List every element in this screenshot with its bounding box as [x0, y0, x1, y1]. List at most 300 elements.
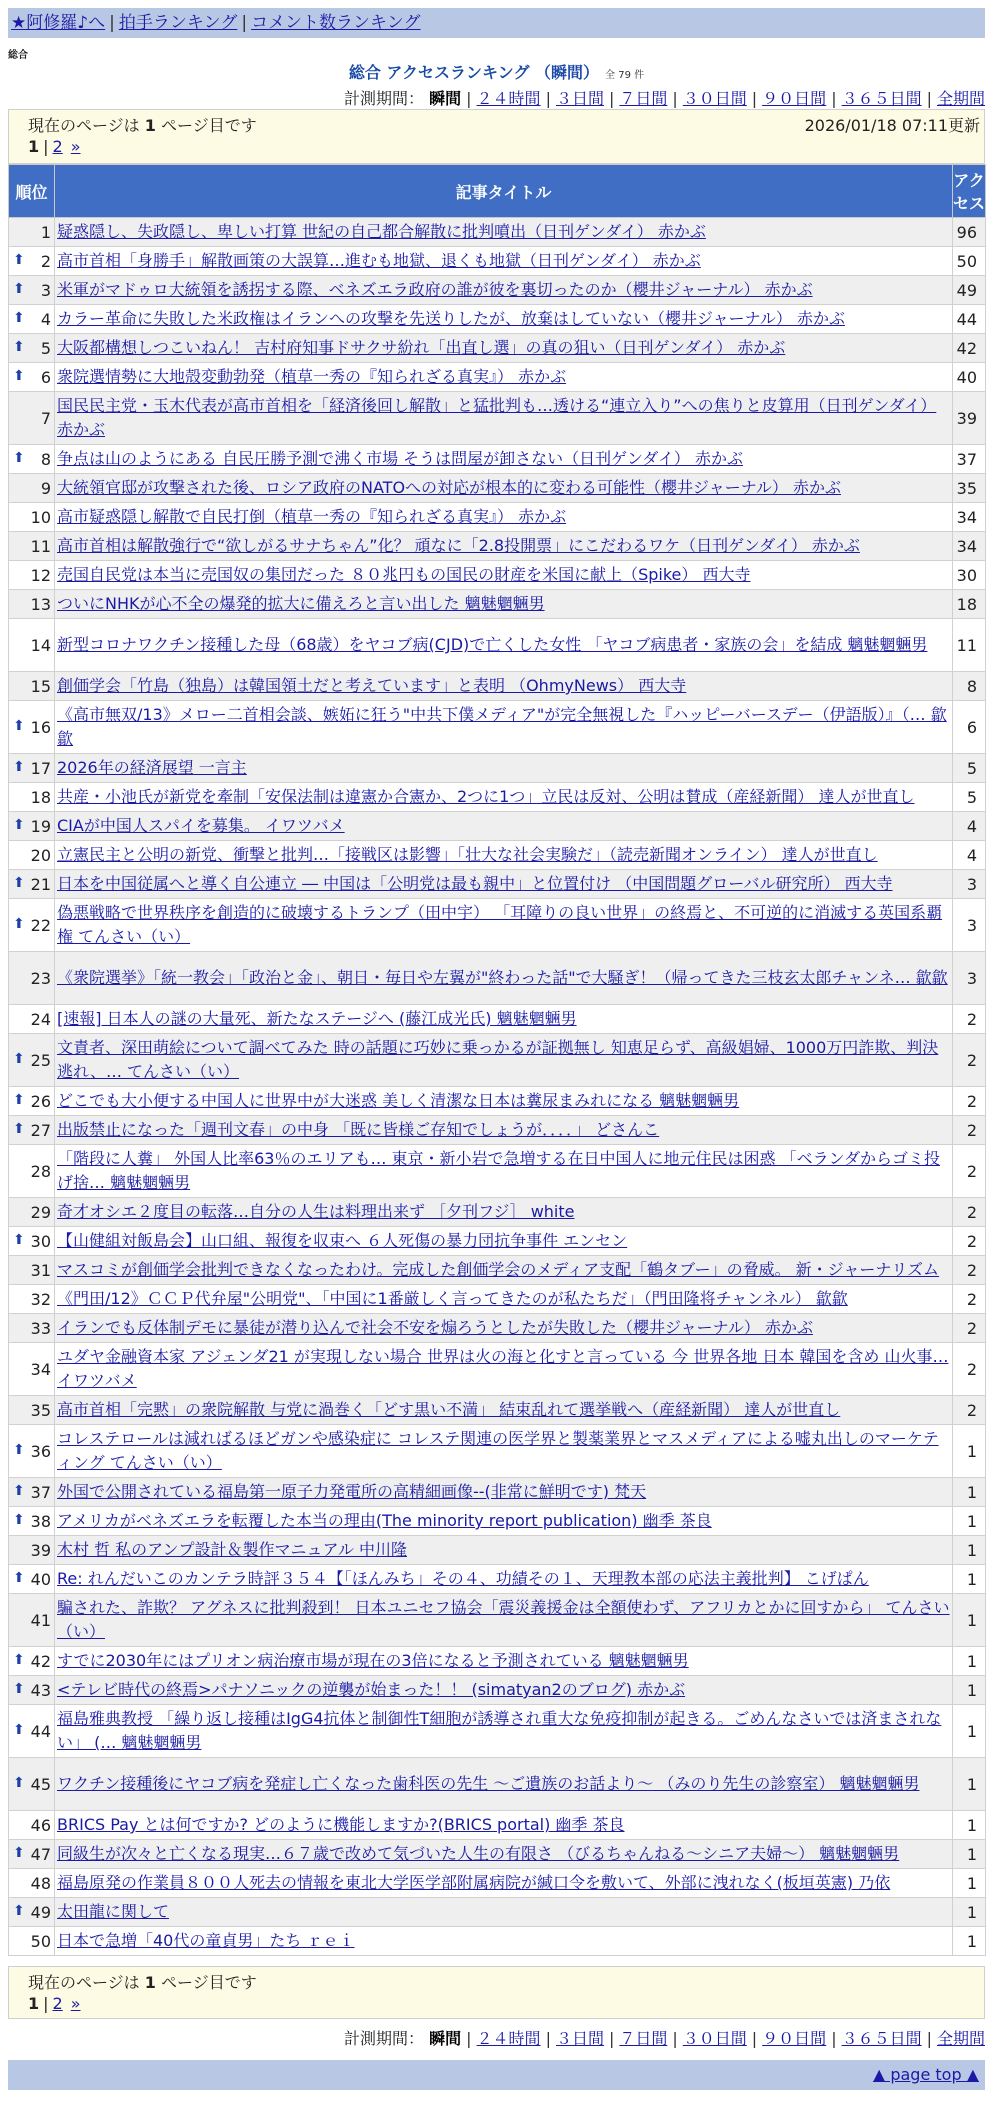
- article-link[interactable]: 木村 哲 私のアンプ設計＆製作マニュアル 中川隆: [57, 1540, 407, 1559]
- table-row: [9, 1898, 986, 1927]
- table-row: [9, 1536, 986, 1565]
- rank-up-arrow-icon: ⬆: [13, 280, 25, 297]
- rank-cell: [9, 1145, 55, 1198]
- access-count: 49: [953, 276, 986, 305]
- table-row: [9, 899, 986, 952]
- table-row: [9, 503, 986, 532]
- title-cell: [55, 218, 953, 247]
- rank-up-arrow-icon: ⬆: [13, 1050, 25, 1067]
- period-link-90d[interactable]: ９０日間: [762, 2029, 827, 2048]
- title-cell: [55, 1005, 953, 1034]
- rank-number: 24: [30, 1009, 51, 1029]
- title-cell: [55, 672, 953, 701]
- table-row: [9, 247, 986, 276]
- rank-up-arrow-icon: ⬆: [13, 1569, 25, 1586]
- rank-up-arrow-icon: ⬆: [13, 309, 25, 326]
- title-cell: [55, 783, 953, 812]
- rank-cell: [9, 1116, 55, 1145]
- title-cell: [55, 812, 953, 841]
- ranking-body: [9, 218, 986, 1956]
- rank-number: 33: [30, 1318, 51, 1338]
- table-row: [9, 1869, 986, 1898]
- article-link[interactable]: 《衆院選挙》「統一教会」「政治と金」、朝日・毎日や左翼が"終わった話"で大騒ぎ！（帰ってきた三枝玄太郎チャンネ… 歙歙: [57, 968, 948, 987]
- period-link-30d[interactable]: ３０日間: [682, 2029, 747, 2048]
- rank-number: 8: [40, 449, 51, 469]
- title-cell: [55, 1811, 953, 1840]
- rank-number: 1: [40, 222, 51, 242]
- access-count: 2: [953, 1314, 986, 1343]
- rank-up-arrow-icon: ⬆: [13, 1091, 25, 1108]
- rank-number: 5: [40, 338, 51, 358]
- rank-number: 32: [30, 1289, 51, 1309]
- access-count: 4: [953, 812, 986, 841]
- period-link-24h[interactable]: ２４時間: [476, 89, 541, 108]
- access-count: 30: [953, 561, 986, 590]
- article-link[interactable]: 高市疑惑隠し解散で自民打倒（植草一秀の『知られざる真実』） 赤かぶ: [57, 507, 567, 526]
- pager-next[interactable]: »: [70, 137, 81, 156]
- period-link-3d[interactable]: ３日間: [555, 89, 604, 108]
- title-cell: [55, 899, 953, 952]
- title-cell: [55, 701, 953, 754]
- title-cell: [55, 754, 953, 783]
- article-link[interactable]: 新型コロナワクチン接種した母（68歳）をヤコブ病(CJD)で亡くした女性 「ヤコブ病患者・家族の会」を結成 魑魅魍魎男: [57, 635, 928, 654]
- rank-number: 29: [30, 1202, 51, 1222]
- ranking-table: [8, 164, 986, 1956]
- access-count: 2: [953, 1285, 986, 1314]
- rank-cell: [9, 1227, 55, 1256]
- article-link[interactable]: 同級生が次々と亡くなる現実…６７歳で改めて気づいた人生の有限さ （びるちゃんねる～シニア夫婦～） 魑魅魍魎男: [57, 1844, 900, 1863]
- title-cell: [55, 1705, 953, 1758]
- pager-current: 1: [28, 137, 40, 156]
- access-count: 11: [953, 619, 986, 672]
- table-row: [9, 218, 986, 247]
- rank-up-arrow-icon: ⬆: [13, 1120, 25, 1137]
- period-link-7d[interactable]: ７日間: [619, 89, 668, 108]
- table-row: [9, 392, 986, 445]
- article-link[interactable]: Re: れんだいこのカンテラ時評３５４【「ほんみち」その４、功績その１、天理教本部の応法主義批判】 こげぱん: [57, 1569, 869, 1588]
- page-info: 現在のページは 1 ページ目です: [28, 116, 257, 135]
- access-count: 2: [953, 1116, 986, 1145]
- nav-separator: |: [241, 13, 248, 33]
- period-link-90d[interactable]: ９０日間: [762, 89, 827, 108]
- title-cell: [55, 1898, 953, 1927]
- rank-number: 18: [30, 787, 51, 807]
- rank-cell: [9, 1705, 55, 1758]
- title-cell: [55, 1145, 953, 1198]
- rank-number: 44: [30, 1721, 51, 1741]
- article-link[interactable]: 高市首相「身勝手」解散画策の大誤算…進むも地獄、退くも地獄（日刊ゲンダイ） 赤かぶ: [57, 251, 701, 270]
- rank-cell: [9, 1005, 55, 1034]
- table-row: [9, 783, 986, 812]
- article-link[interactable]: 太田龍に関して: [57, 1902, 170, 1921]
- rank-cell: [9, 363, 55, 392]
- table-row: [9, 1087, 986, 1116]
- article-link[interactable]: 《門田/12》ＣＣＰ代弁屋"公明党"、「中国に1番厳しく言ってきたのが私たちだ」（門田隆将チャンネル） 歙歙: [57, 1289, 848, 1308]
- access-count: 3: [953, 899, 986, 952]
- table-row: [9, 363, 986, 392]
- rank-cell: [9, 870, 55, 899]
- table-row: [9, 1396, 986, 1425]
- rank-number: 41: [30, 1610, 51, 1630]
- article-link[interactable]: 立憲民主と公明の新党、衝撃と批判…「接戦区は影響」「壮大な社会実験だ」（読売新聞オンライン） 達人が世直し: [57, 845, 878, 864]
- rank-cell: [9, 1425, 55, 1478]
- home-link[interactable]: ★阿修羅♪へ: [11, 13, 106, 33]
- period-current: 瞬間: [429, 89, 462, 108]
- period-link-all[interactable]: 全期間: [936, 2029, 985, 2048]
- article-link[interactable]: 【山健組対飯島会】山口組、報復を収束へ ６人死傷の暴力団抗争事件 エンセン: [57, 1231, 628, 1250]
- table-row: [9, 1594, 986, 1647]
- title-cell: [55, 503, 953, 532]
- title-cell: [55, 561, 953, 590]
- rank-cell: [9, 1285, 55, 1314]
- article-link[interactable]: カラー革命に失敗した米政権はイランへの攻撃を先送りしたが、放棄はしていない（櫻井ジャーナル） 赤かぶ: [57, 309, 845, 328]
- table-row: [9, 1227, 986, 1256]
- rank-cell: [9, 1478, 55, 1507]
- comment-ranking-link[interactable]: コメント数ランキング: [251, 13, 421, 33]
- nav-separator: |: [109, 13, 115, 33]
- header-title: 記事タイトル: [55, 165, 953, 218]
- table-row: [9, 1758, 986, 1811]
- article-link[interactable]: イランでも反体制デモに暴徒が潜り込んで社会不安を煽ろうとしたが失敗した（櫻井ジャーナル） 赤かぶ: [57, 1318, 813, 1337]
- rank-number: 26: [30, 1091, 51, 1111]
- rank-cell: [9, 392, 55, 445]
- title-cell: [55, 334, 953, 363]
- article-link[interactable]: 共産・小池氏が新党を牽制「安保法制は違憲か合憲か、2つに1つ」立民は反対、公明は賛成（産経新聞） 達人が世直し: [57, 787, 915, 806]
- article-link[interactable]: 日本を中国従属へと導く自公連立 ― 中国は「公明党は最も親中」と位置付け （中国問題グローバル研究所） 西大寺: [57, 874, 893, 893]
- rank-number: 22: [30, 915, 51, 935]
- article-link[interactable]: ワクチン接種後にヤコブ病を発症し亡くなった歯科医の先生 ～ご遺族のお話より～ （みのり先生の診察室） 魑魅魍魎男: [57, 1774, 920, 1793]
- article-link[interactable]: 国民民主党・玉木代表が高市首相を「経済後回し解散」と猛批判も…透ける“連立入り”への焦りと皮算用（日刊ゲンダイ） 赤かぶ: [57, 396, 937, 439]
- article-link[interactable]: <テレビ時代の終焉>パナソニックの逆襲が始まった！！ (simatyan2のブログ) 赤かぶ: [57, 1680, 686, 1699]
- rank-number: 43: [30, 1680, 51, 1700]
- access-count: 40: [953, 363, 986, 392]
- page-title: 総合 アクセスランキング （瞬間）: [348, 63, 600, 82]
- rank-cell: [9, 1536, 55, 1565]
- access-count: 2: [953, 1227, 986, 1256]
- access-count: 2: [953, 1034, 986, 1087]
- table-row: [9, 1005, 986, 1034]
- article-link[interactable]: 「階段に人糞」 外国人比率63％のエリアも… 東京・新小岩で急増する在日中国人に地元住民は困惑 「ベランダからゴミ投げ捨… 魑魅魍魎男: [57, 1149, 940, 1192]
- rank-cell: [9, 276, 55, 305]
- rank-number: 37: [30, 1482, 51, 1502]
- top-nav-bar: [8, 8, 985, 38]
- table-row: [9, 619, 986, 672]
- page-info-bottom: 現在のページは 1 ページ目です: [28, 1973, 257, 1992]
- rank-number: 45: [30, 1774, 51, 1794]
- table-row: [9, 474, 986, 503]
- rank-number: 13: [30, 594, 51, 614]
- table-row: [9, 1256, 986, 1285]
- rank-cell: [9, 247, 55, 276]
- access-count: 1: [953, 1565, 986, 1594]
- table-row: [9, 1811, 986, 1840]
- rank-up-arrow-icon: ⬆: [13, 338, 25, 355]
- article-link[interactable]: 高市首相は解散強行で“欲しがるサナちゃん”化？ 頑なに「2.8投開票」にこだわるワケ（日刊ゲンダイ） 赤かぶ: [57, 536, 860, 555]
- rank-number: 47: [30, 1844, 51, 1864]
- title-cell: [55, 1840, 953, 1869]
- access-count: 34: [953, 532, 986, 561]
- access-count: 1: [953, 1705, 986, 1758]
- title-cell: [55, 247, 953, 276]
- rank-cell: [9, 1087, 55, 1116]
- period-link-365d[interactable]: ３６５日間: [841, 89, 922, 108]
- article-link[interactable]: 衆院選情勢に大地殻変動勃発（植草一秀の『知られざる真実』） 赤かぶ: [57, 367, 567, 386]
- rank-cell: [9, 1811, 55, 1840]
- access-count: 5: [953, 754, 986, 783]
- table-row: [9, 754, 986, 783]
- article-link[interactable]: ユダヤ金融資本家 アジェンダ21 が実現しない場合 世界は火の海と化すと言っている 今 世界各地 日本 韓国を含め 山火事… イワツバメ: [57, 1347, 949, 1390]
- rank-up-arrow-icon: ⬆: [13, 717, 25, 734]
- access-count: 1: [953, 1869, 986, 1898]
- article-link[interactable]: 福島原発の作業員８００人死去の情報を東北大学医学部附属病院が緘口令を敷いて、外部に洩れなく(板垣英憲) 乃依: [57, 1873, 891, 1892]
- rank-cell: [9, 532, 55, 561]
- article-link[interactable]: 高市首相「完黙」の衆院解散 与党に渦巻く「どす黒い不満」 結束乱れて選挙戦へ（産経新聞） 達人が世直し: [57, 1400, 841, 1419]
- rank-number: 23: [30, 968, 51, 988]
- title-cell: [55, 1758, 953, 1811]
- page-info-panel-top: [8, 109, 985, 164]
- table-row: [9, 1927, 986, 1956]
- rank-up-arrow-icon: ⬆: [13, 1482, 25, 1499]
- rank-cell: [9, 1507, 55, 1536]
- access-count: 39: [953, 392, 986, 445]
- access-count: 1: [953, 1758, 986, 1811]
- article-link[interactable]: マスコミが創価学会批判できなくなったわけ。完成した創価学会のメディア支配「鶴タブー」の脅威。 新・ジャーナリズム: [57, 1260, 940, 1279]
- rank-cell: [9, 841, 55, 870]
- rank-number: 50: [30, 1931, 51, 1951]
- title-cell: [55, 1227, 953, 1256]
- article-link[interactable]: 大阪都構想しつこいねん！ 吉村府知事ドサクサ紛れ「出直し選」の真の狙い（日刊ゲンダイ） 赤かぶ: [57, 338, 786, 357]
- rank-cell: [9, 1898, 55, 1927]
- rank-up-arrow-icon: ⬆: [13, 1231, 25, 1248]
- access-count: 2: [953, 1087, 986, 1116]
- article-link[interactable]: 創価学会「竹島（独島）は韓国領土だと考えています」と表明 （OhmyNews） 西大寺: [57, 676, 687, 695]
- period-selector-top: 計測期間： 瞬間 | ２４時間 | ３日間 | ７日間 | ３０日間 | ９０日間 | ３６５日間 | 全期間: [344, 89, 985, 108]
- page-top-link[interactable]: ▲ page top ▲: [872, 2065, 979, 2084]
- title-cell: [55, 1594, 953, 1647]
- rank-number: 3: [40, 280, 51, 300]
- access-count: 1: [953, 1676, 986, 1705]
- table-row: [9, 1676, 986, 1705]
- rank-number: 31: [30, 1260, 51, 1280]
- rank-cell: [9, 474, 55, 503]
- rank-up-arrow-icon: ⬆: [13, 1511, 25, 1528]
- article-link[interactable]: CIAが中国人スパイを募集。 イワツバメ: [57, 816, 345, 835]
- pager-page-2[interactable]: 2: [52, 137, 63, 156]
- header-access: アクセス: [953, 165, 986, 218]
- title-cell: [55, 1087, 953, 1116]
- title-cell: [55, 1425, 953, 1478]
- article-link[interactable]: 大統領官邸が攻撃された後、ロシア政府のNATOへの対応が根本的に変わる可能性（櫻井ジャーナル） 赤かぶ: [57, 478, 842, 497]
- rank-cell: [9, 334, 55, 363]
- article-link[interactable]: 騙された、詐欺？ アグネスに批判殺到！ 日本ユニセフ協会「震災義援金は全額使わず、アフリカとかに回すから」 てんさい（い）: [57, 1598, 950, 1641]
- rank-number: 11: [30, 536, 51, 556]
- title-cell: [55, 590, 953, 619]
- title-cell: [55, 1314, 953, 1343]
- table-row: [9, 1034, 986, 1087]
- access-count: 2: [953, 1005, 986, 1034]
- rank-number: 30: [30, 1231, 51, 1251]
- rank-up-arrow-icon: ⬆: [13, 449, 25, 466]
- rank-cell: [9, 783, 55, 812]
- access-count: 2: [953, 1343, 986, 1396]
- table-row: [9, 1343, 986, 1396]
- title-cell: [55, 474, 953, 503]
- title-cell: [55, 841, 953, 870]
- period-link-30d[interactable]: ３０日間: [682, 89, 747, 108]
- title-cell: [55, 619, 953, 672]
- access-count: 44: [953, 305, 986, 334]
- rank-up-arrow-icon: ⬆: [13, 1680, 25, 1697]
- updated-timestamp: 2026/01/18 07:11更新: [804, 116, 980, 135]
- access-count: 1: [953, 1425, 986, 1478]
- rank-up-arrow-icon: ⬆: [13, 874, 25, 891]
- pager-page-2[interactable]: 2: [52, 1994, 63, 2013]
- access-count: 2: [953, 1145, 986, 1198]
- article-link[interactable]: 偽悪戦略で世界秩序を創造的に破壊するトランプ（田中宇） 「耳障りの良い世界」の終焉と、不可逆的に消滅する英国系覇権 てんさい（い）: [57, 903, 943, 946]
- table-row: [9, 590, 986, 619]
- rank-number: 7: [40, 408, 51, 428]
- rank-number: 34: [30, 1359, 51, 1379]
- article-link[interactable]: アメリカがベネズエラを転覆した本当の理由(The minority report publication) 幽季 茶良: [57, 1511, 712, 1530]
- article-link[interactable]: どこでも大小便する中国人に世界中が大迷惑 美しく清潔な日本は糞尿まみれになる 魑魅魍魎男: [57, 1091, 740, 1110]
- rank-up-arrow-icon: ⬆: [13, 367, 25, 384]
- article-link[interactable]: 日本で急増「40代の童貞男」たち ｒｅｉ: [57, 1931, 355, 1950]
- title-cell: [55, 1507, 953, 1536]
- article-link[interactable]: 疑惑隠し、失政隠し、卑しい打算 世紀の自己都合解散に批判噴出（日刊ゲンダイ） 赤かぶ: [57, 222, 706, 241]
- title-cell: [55, 1647, 953, 1676]
- rank-number: 19: [30, 816, 51, 836]
- rank-cell: [9, 754, 55, 783]
- rank-number: 28: [30, 1161, 51, 1181]
- table-row: [9, 1314, 986, 1343]
- rank-number: 20: [30, 845, 51, 865]
- access-count: 1: [953, 1478, 986, 1507]
- rank-number: 4: [40, 309, 51, 329]
- table-row: [9, 1145, 986, 1198]
- rank-up-arrow-icon: ⬆: [13, 1721, 25, 1738]
- rank-number: 40: [30, 1569, 51, 1589]
- rank-up-arrow-icon: ⬆: [13, 816, 25, 833]
- table-row: [9, 1425, 986, 1478]
- table-row: [9, 1116, 986, 1145]
- rank-number: 9: [40, 478, 51, 498]
- pager-next[interactable]: »: [70, 1994, 81, 2013]
- rank-up-arrow-icon: ⬆: [13, 1902, 25, 1919]
- access-count: 1: [953, 1507, 986, 1536]
- article-link[interactable]: 文責者、深田萌絵について調べてみた 時の話題に巧妙に乗っかるが証拠無し 知恵足らず、高級娼婦、1000万円詐欺、判決逃れ、… てんさい（い）: [57, 1038, 939, 1081]
- access-count: 42: [953, 334, 986, 363]
- rank-up-arrow-icon: ⬆: [13, 1774, 25, 1791]
- article-link[interactable]: 福島雅典教授 「繰り返し接種はIgG4抗体と制御性T細胞が誘導され重大な免疫抑制が起きる。ごめんなさいでは済まされない」 (… 魑魅魍魎男: [57, 1709, 942, 1752]
- article-link[interactable]: 奇才オシエ２度目の転落…自分の人生は料理出来ず ［夕刊フジ］ white: [57, 1202, 575, 1221]
- rank-cell: [9, 305, 55, 334]
- rank-cell: [9, 1343, 55, 1396]
- title-cell: [55, 1869, 953, 1898]
- period-link-all[interactable]: 全期間: [936, 89, 985, 108]
- period-selector-bottom: 計測期間： 瞬間 | ２４時間 | ３日間 | ７日間 | ３０日間 | ９０日間 | ３６５日間 | 全期間: [344, 2029, 985, 2048]
- period-label: 計測期間：: [344, 2029, 425, 2048]
- access-count: 8: [953, 672, 986, 701]
- article-link[interactable]: 《高市無双/13》メロー二首相会談、嫉妬に狂う"中共下僕メディア"が完全無視した『ハッピーバースデー（伊語版）』（… 歙歙: [57, 705, 947, 748]
- access-count: 2: [953, 1198, 986, 1227]
- access-count: 1: [953, 1594, 986, 1647]
- access-count: 34: [953, 503, 986, 532]
- page-info-panel-bottom: [8, 1966, 985, 2019]
- rank-cell: [9, 619, 55, 672]
- rank-cell: [9, 1927, 55, 1956]
- pager-bottom: 1 | 2 »: [28, 1994, 81, 2013]
- title-cell: [55, 1343, 953, 1396]
- rank-cell: [9, 1198, 55, 1227]
- article-link[interactable]: 出版禁止になった「週刊文春」の中身 「既に皆様ご存知でしょうが．．．．」 どさんこ: [57, 1120, 660, 1139]
- title-cell: [55, 532, 953, 561]
- rank-number: 27: [30, 1120, 51, 1140]
- table-row: [9, 305, 986, 334]
- article-link[interactable]: 2026年の経済展望 一言主: [57, 758, 247, 777]
- article-link[interactable]: 争点は山のようにある 自民圧勝予測で沸く市場 そうは問屋が卸さない（日刊ゲンダイ） 赤かぶ: [57, 449, 743, 468]
- title-cell: [55, 305, 953, 334]
- clap-ranking-link[interactable]: 拍手ランキング: [118, 13, 238, 33]
- article-link[interactable]: BRICS Pay とは何ですか? どのように機能しますか?(BRICS portal) 幽季 茶良: [57, 1815, 625, 1834]
- rank-number: 36: [30, 1441, 51, 1461]
- rank-cell: [9, 952, 55, 1005]
- article-link[interactable]: 米軍がマドゥロ大統領を誘拐する際、ベネズエラ政府の誰が彼を裏切ったのか（櫻井ジャーナル） 赤かぶ: [57, 280, 813, 299]
- period-current: 瞬間: [429, 2029, 462, 2048]
- rank-up-arrow-icon: ⬆: [13, 1844, 25, 1861]
- title-cell: [55, 363, 953, 392]
- rank-cell: [9, 1647, 55, 1676]
- access-count: 1: [953, 1927, 986, 1956]
- table-row: [9, 334, 986, 363]
- title-cell: [55, 1034, 953, 1087]
- rank-number: 12: [30, 565, 51, 585]
- table-row: [9, 1565, 986, 1594]
- rank-up-arrow-icon: ⬆: [13, 1441, 25, 1458]
- rank-cell: [9, 1034, 55, 1087]
- period-link-7d[interactable]: ７日間: [619, 2029, 668, 2048]
- rank-up-arrow-icon: ⬆: [13, 758, 25, 775]
- rank-number: 25: [30, 1050, 51, 1070]
- rank-cell: [9, 1758, 55, 1811]
- table-row: [9, 1705, 986, 1758]
- period-link-3d[interactable]: ３日間: [555, 2029, 604, 2048]
- period-link-365d[interactable]: ３６５日間: [841, 2029, 922, 2048]
- table-row: [9, 561, 986, 590]
- table-row: [9, 276, 986, 305]
- article-link[interactable]: ついにNHKが心不全の爆発的拡大に備えろと言い出した 魑魅魍魎男: [57, 594, 545, 613]
- title-cell: [55, 1536, 953, 1565]
- period-label: 計測期間：: [344, 89, 425, 108]
- total-count: 全 79 件: [605, 70, 645, 81]
- rank-number: 6: [40, 367, 51, 387]
- table-row: [9, 445, 986, 474]
- article-link[interactable]: 売国自民党は本当に売国奴の集団だった ８０兆円もの国民の財産を米国に献上（Spike） 西大寺: [57, 565, 751, 584]
- rank-number: 21: [30, 874, 51, 894]
- header-rank: 順位: [9, 165, 55, 218]
- rank-cell: [9, 218, 55, 247]
- article-link[interactable]: [速報] 日本人の謎の大量死、新たなステージへ (藤江成光氏) 魑魅魍魎男: [57, 1009, 577, 1028]
- access-count: 50: [953, 247, 986, 276]
- article-link[interactable]: コレステロールは減ればるほどガンや感染症に コレステ関連の医学界と製薬業界とマスメディアによる嘘丸出しのマーケティング てんさい（い）: [57, 1429, 939, 1472]
- rank-number: 2: [40, 251, 51, 271]
- rank-cell: [9, 1565, 55, 1594]
- table-row: [9, 532, 986, 561]
- article-link[interactable]: すでに2030年にはプリオン病治療市場が現在の3倍になると予測されている 魑魅魍魎男: [57, 1651, 689, 1670]
- period-link-24h[interactable]: ２４時間: [476, 2029, 541, 2048]
- rank-number: 16: [30, 717, 51, 737]
- article-link[interactable]: 外国で公開されている福島第一原子力発電所の高精細画像--(非常に鮮明です) 梵天: [57, 1482, 647, 1501]
- table-row: [9, 1507, 986, 1536]
